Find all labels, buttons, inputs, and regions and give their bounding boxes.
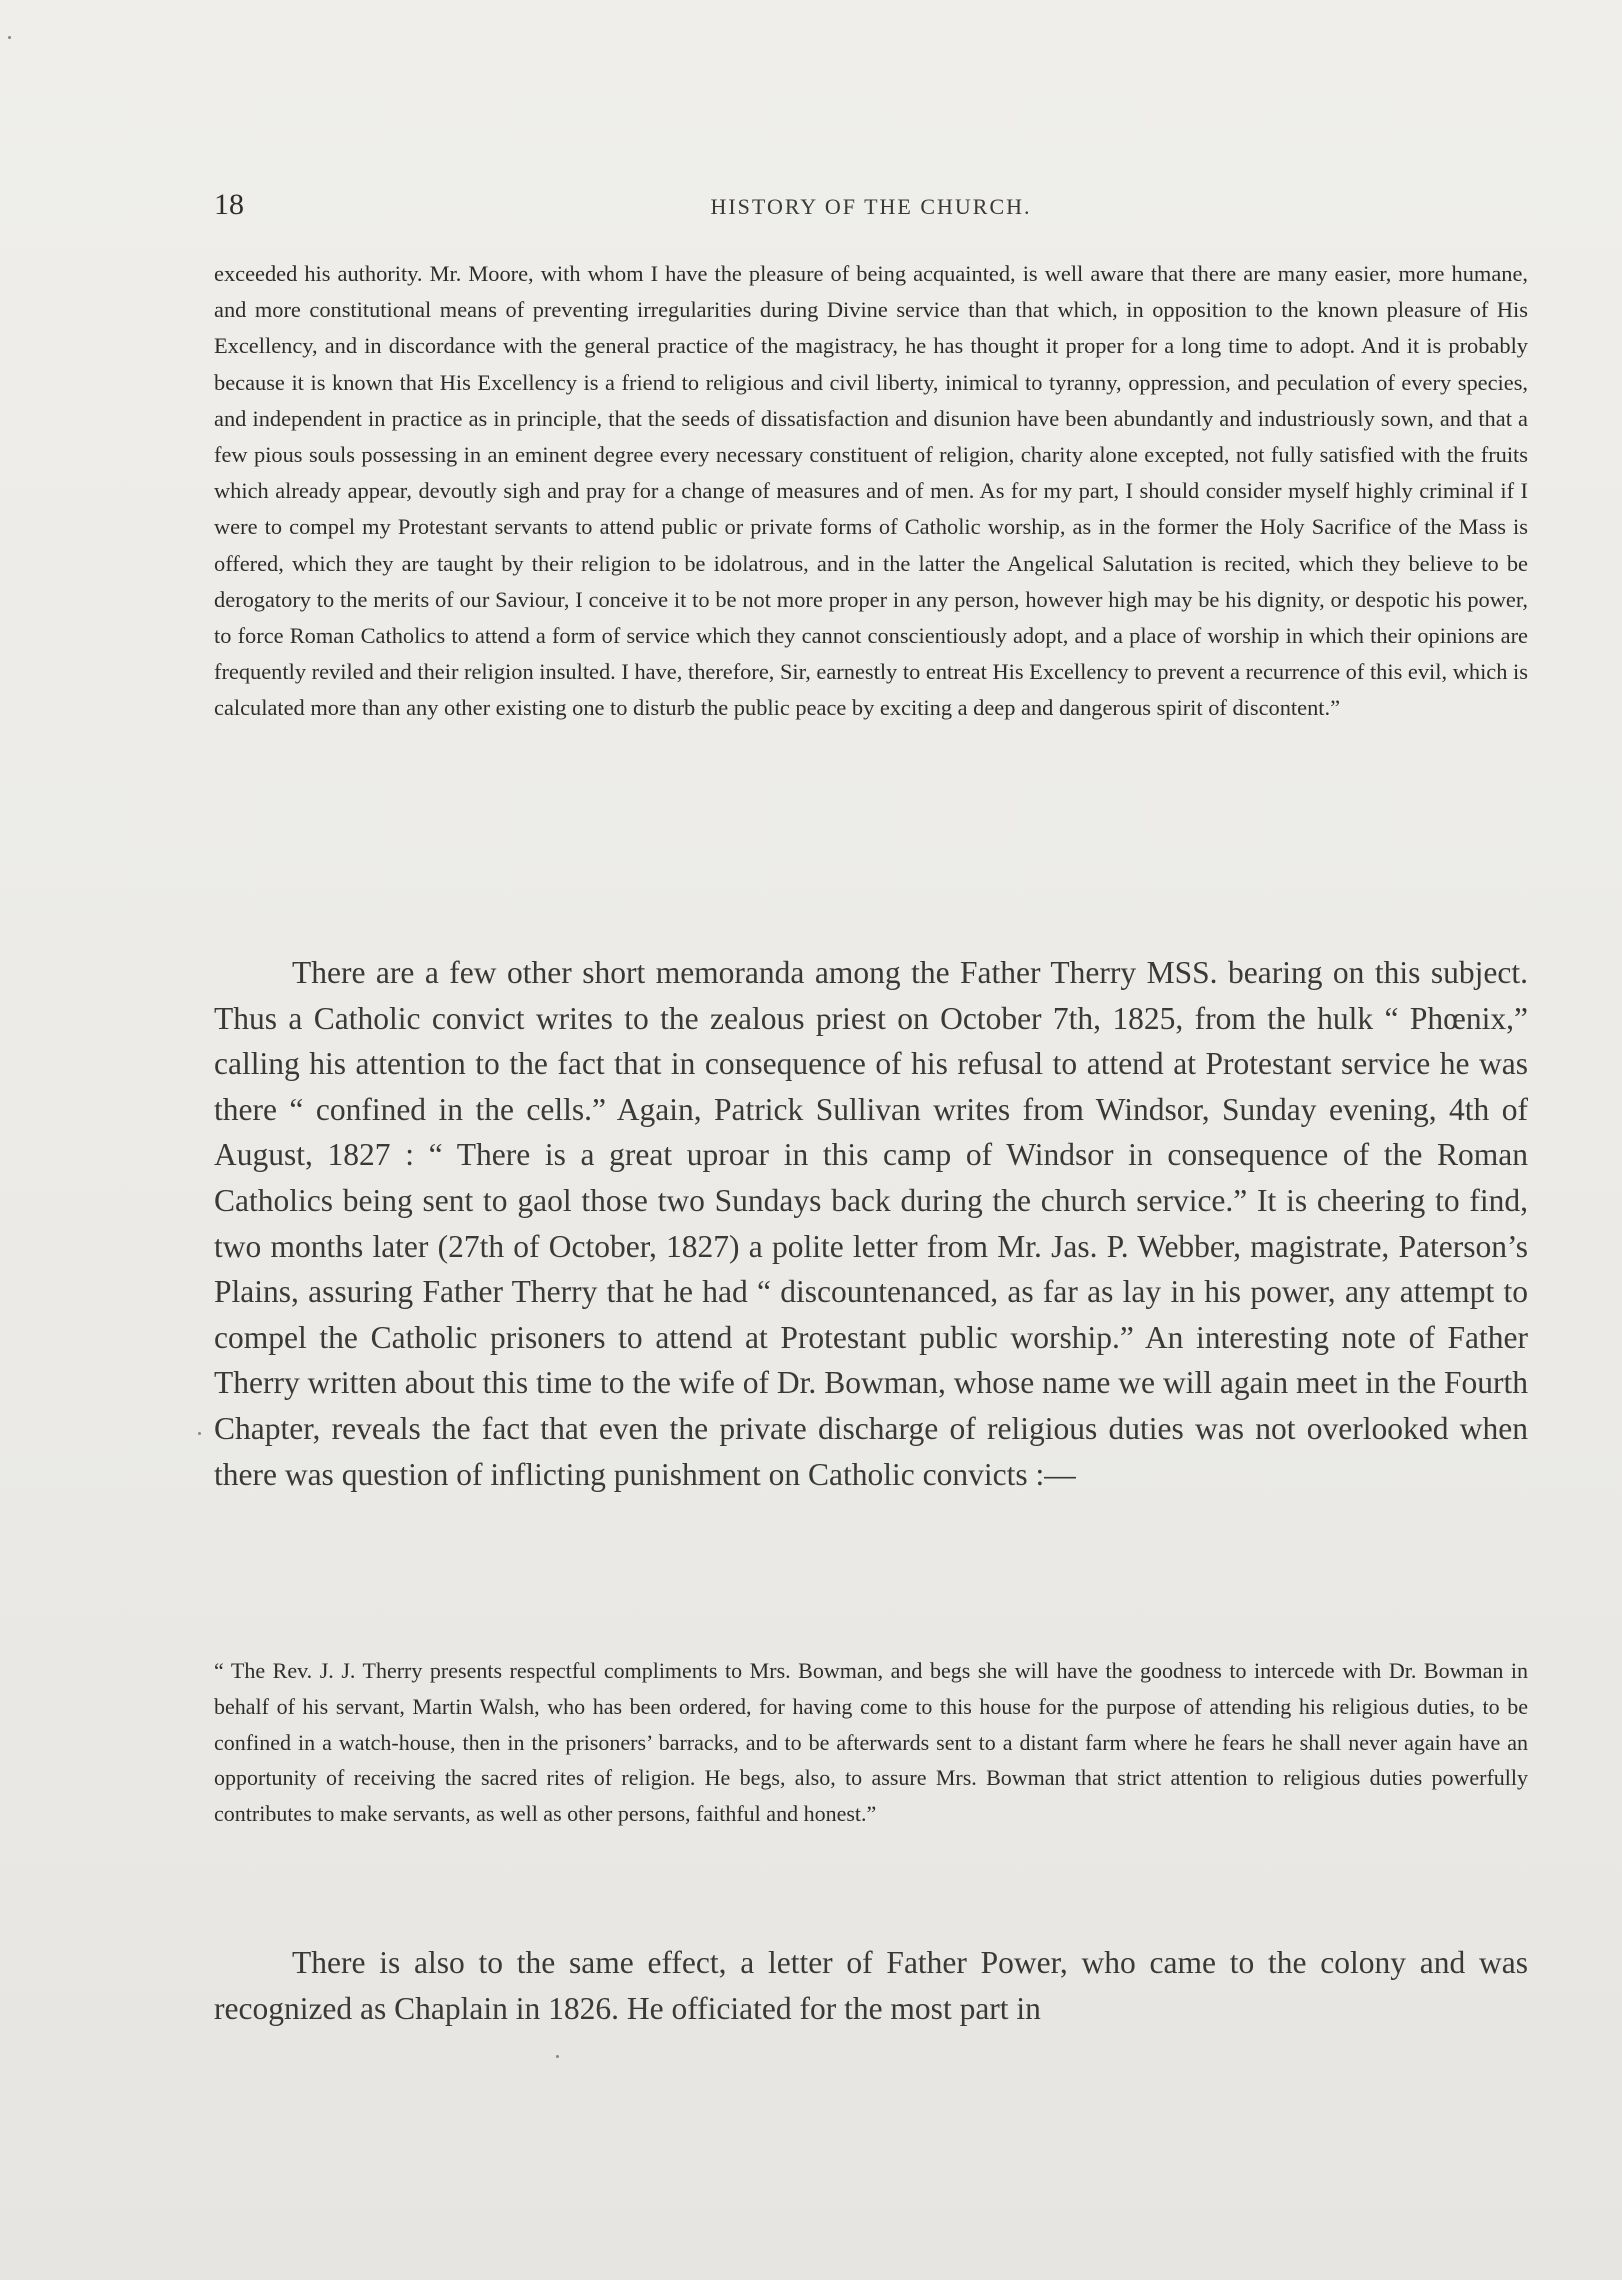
quoted-note-therry: “ The Rev. J. J. Therry presents respectful compliments to Mrs. Bowman, and begs she will have the goodness to intercede with Dr. Bowman in behalf of his servant, Martin Walsh, who has been ordered, for having come to this house for the purpose of attending his religious duties, to be confined in a watch-house, then in the prisoners’ barracks, and to be afterwards sent to a distant farm where he fears he shall never again have an opportunity of receiving the sacred rites of religion. He begs, also, to assure Mrs. Bowman that strict attention to religious duties powerfully contributes to make servants, as well as other persons, faithful and honest.” [214,1658,1528,1827]
paper-speck [8,36,11,39]
body-paragraph-father-power: There is also to the same effect, a letter of Father Power, who came to the colony and was recognized as Chaplain in 1826. He officiated for the most part in [214,1945,1528,2026]
paper-speck [556,2055,559,2058]
running-head [214,188,1528,228]
running-title: HISTORY OF THE CHURCH. [710,194,1032,219]
paper-speck [198,1432,201,1435]
page-number: 18 [214,188,244,221]
quoted-letter-continuation: exceeded his authority. Mr. Moore, with whom I have the pleasure of being acquainted, is well aware that there are many easier, more humane, and more constitutional means of preventing irregularities during Divine service than that which, in opposition to the known pleasure of His Excellency, and in discordance with the general practice of the magistracy, he has thought it proper for a long time to adopt. And it is probably because it is known that His Excellency is a friend to religious and civil liberty, inimical to tyranny, oppression, and peculation of every species, and independent in practice as in principle, that the seeds of dissatisfaction and disunion have been abundantly and industriously sown, and that a few pious souls possessing in an eminent degree every necessary constituent of religion, charity alone excepted, not fully satisfied with the fruits which already appear, devoutly sigh and pray for a change of measures and of men. As for my part, I should consider myself highly criminal if I were to compel my Protestant servants to attend public or private forms of Catholic worship, as in the former the Holy Sacrifice of the Mass is offered, which they are taught by their religion to be idolatrous, and in the latter the Angelical Salutation is recited, which they believe to be derogatory to the merits of our Saviour, I conceive it to be not more proper in any person, however high may be his dignity, or despotic his power, to force Roman Catholics to attend a form of service which they cannot conscientiously adopt, and a place of worship in which their opinions are frequently reviled and their religion insulted. I have, therefore, Sir, earnestly to entreat His Excellency to prevent a recurrence of this evil, which is calculated more than any other existing one to disturb the public peace by exciting a deep and dangerous spirit of discontent.” [214,261,1528,721]
body-paragraph-memoranda: There are a few other short memoranda among the Father Therry MSS. bearing on this subject. Thus a Catholic convict writes to the zealous priest on October 7th, 1825, from the hulk “ Phœnix,” calling his attention to the fact that in consequence of his refusal to attend at Protestant service he was there “ confined in the cells.” Again, Patrick Sullivan writes from Windsor, Sunday evening, 4th of August, 1827 : “ There is a great uproar in this camp of Windsor in consequence of the Roman Catholics being sent to gaol those two Sundays back during the church service.” It is cheering to find, two months later (27th of October, 1827) a polite letter from Mr. Jas. P. Webber, magistrate, Paterson’s Plains, assuring Father Therry that he had “ discountenanced, as far as lay in his power, any attempt to compel the Catholic prisoners to attend at Protestant public worship.” An interesting note of Father Therry written about this time to the wife of Dr. Bowman, whose name we will again meet in the Fourth Chapter, reveals the fact that even the private discharge of religious duties was not overlooked when there was question of inflicting punishment on Catholic convicts :— [214,955,1528,1492]
